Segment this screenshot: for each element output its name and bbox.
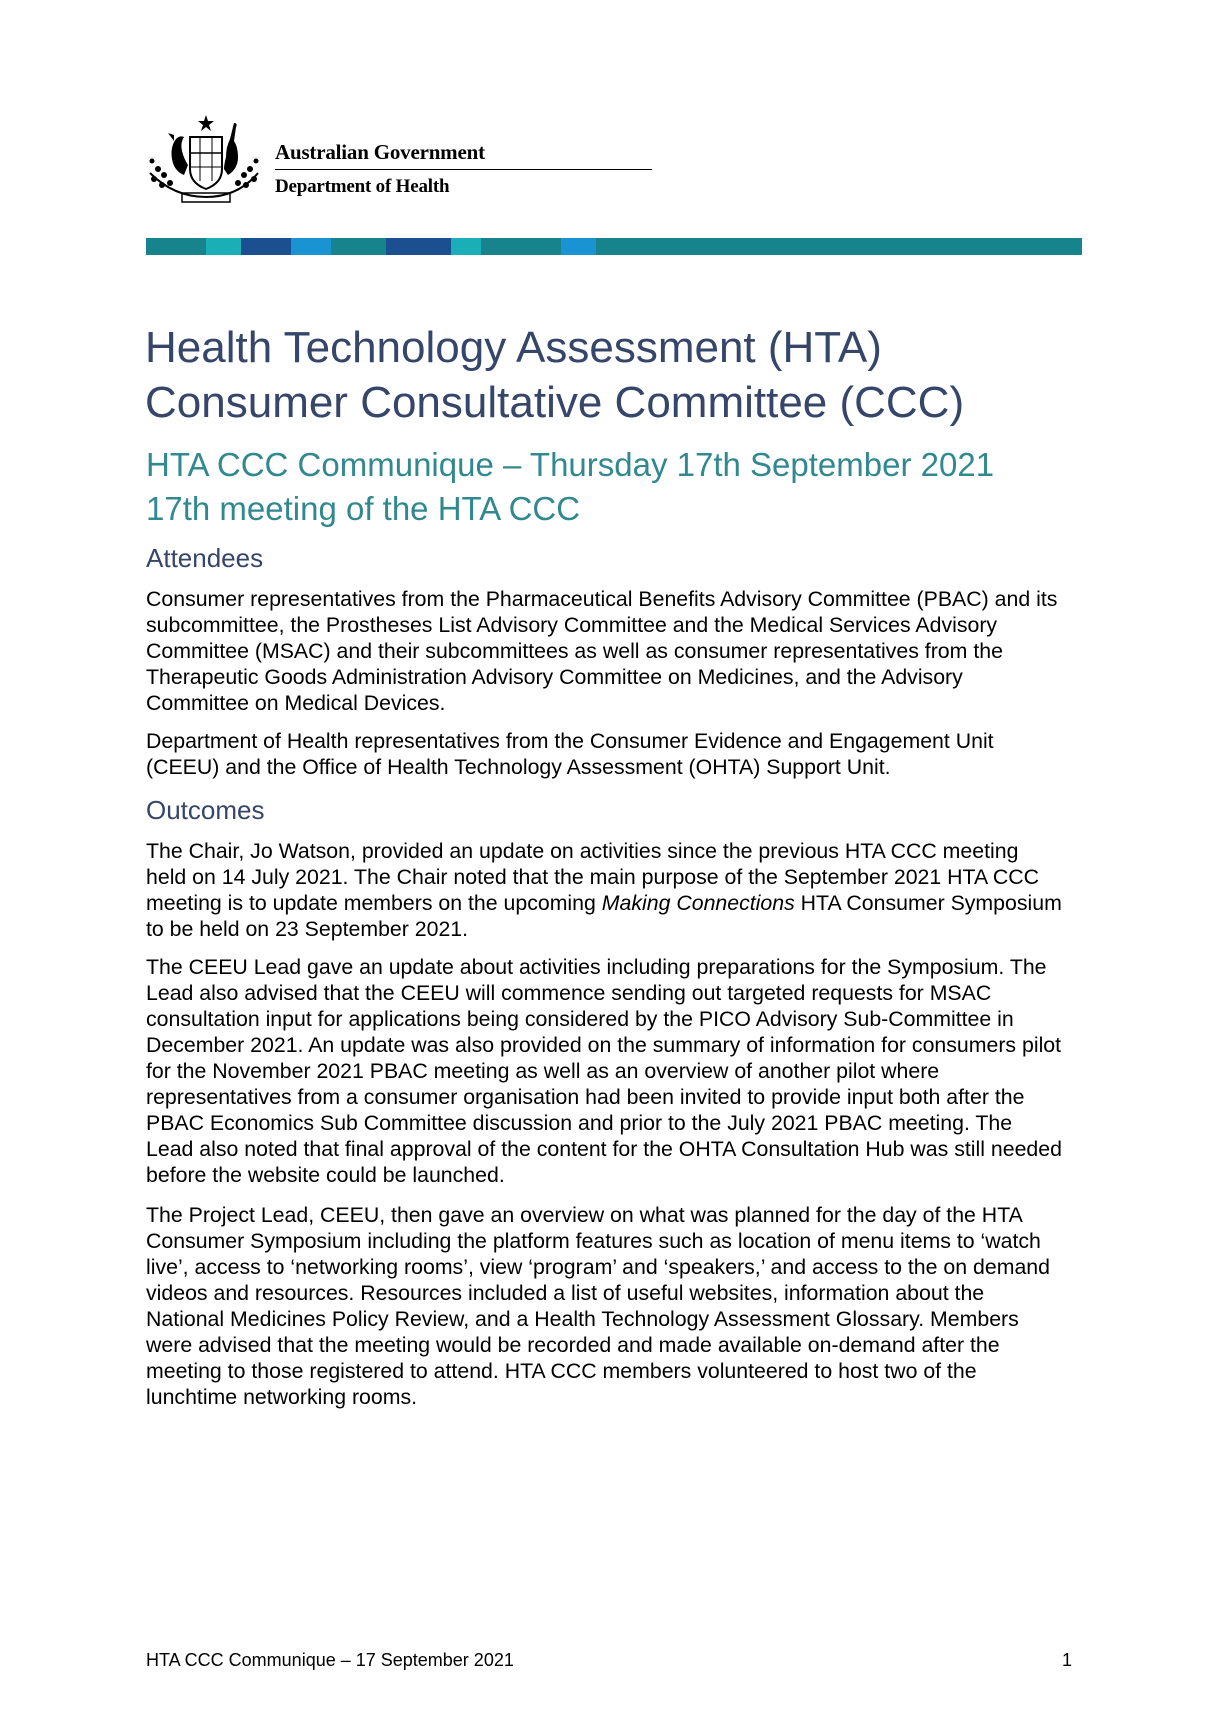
text-line	[146, 890, 1136, 916]
attendees-paragraph-1	[146, 586, 1136, 716]
text-line: Lead also noted that final approval of the content for the OHTA Consultation Hub was still needed	[146, 1137, 1062, 1161]
subtitle-line-1: HTA CCC Communique – Thursday 17th September 2021	[146, 446, 995, 483]
text-line: Committee on Medical Devices.	[146, 691, 446, 715]
band-segment	[331, 238, 386, 255]
band-segment	[386, 238, 451, 255]
text-line: Committee (MSAC) and their subcommittees as well as consumer representatives from the	[146, 639, 1003, 663]
text-line: meeting to those registered to attend. HTA CCC members volunteered to host two of the	[146, 1359, 977, 1383]
outcomes-paragraph-1	[146, 838, 1136, 942]
outcomes-paragraph-2	[146, 954, 1136, 1188]
title-line-2: Consumer Consultative Committee (CCC)	[145, 378, 965, 427]
text-line: The Chair, Jo Watson, provided an update on activities since the previous HTA CCC meeting	[146, 839, 1019, 863]
text-segment: meeting is to update members on the upcoming	[146, 891, 602, 915]
band-segment	[481, 238, 561, 255]
text-line: before the website could be launched.	[146, 1163, 505, 1187]
attendees-heading: Attendees	[146, 543, 264, 573]
text-line: Lead also advised that the CEEU will commence sending out targeted requests for MSAC	[146, 981, 992, 1005]
footer-title: HTA CCC Communique – 17 September 2021	[146, 1650, 514, 1670]
title-line-1: Health Technology Assessment (HTA)	[145, 323, 882, 372]
logo-divider	[275, 169, 652, 170]
band-segment	[596, 238, 1082, 255]
page-number: 1	[1062, 1650, 1073, 1670]
band-segment	[241, 238, 291, 255]
text-line: live’, access to ‘networking rooms’, view ‘program’ and ‘speakers,’ and access to the on demand	[146, 1255, 1050, 1279]
text-line: The Project Lead, CEEU, then gave an overview on what was planned for the day of the HTA	[146, 1203, 1023, 1227]
text-line: (CEEU) and the Office of Health Technology Assessment (OHTA) Support Unit.	[146, 755, 891, 779]
text-line: Department of Health representatives from the Consumer Evidence and Engagement Unit	[146, 729, 994, 753]
text-line: held on 14 July 2021. The Chair noted that the main purpose of the September 2021 HTA CCC	[146, 865, 1040, 889]
text-line: subcommittee, the Prostheses List Advisory Committee and the Medical Services Advisory	[146, 613, 998, 637]
government-name: Australian Government	[275, 140, 485, 164]
text-line: Consumer representatives from the Pharmaceutical Benefits Advisory Committee (PBAC) and its	[146, 587, 1058, 611]
text-line: representatives from a consumer organisation had been invited to provide input both after the	[146, 1085, 1025, 1109]
text-line: Consumer Symposium including the platform features such as location of menu items to ‘watch	[146, 1229, 1041, 1253]
text-segment: HTA Consumer Symposium	[794, 891, 1062, 915]
text-line: The CEEU Lead gave an update about activities including preparations for the Symposium. The	[146, 955, 1047, 979]
text-line: were advised that the meeting would be recorded and made available on-demand after the	[146, 1333, 1000, 1357]
text-line: videos and resources. Resources included a list of useful websites, information about the	[146, 1281, 985, 1305]
band-segment	[146, 238, 206, 255]
text-line: National Medicines Policy Review, and a Health Technology Assessment Glossary. Members	[146, 1307, 1019, 1331]
band-segment	[451, 238, 481, 255]
header-colour-band	[146, 238, 1082, 255]
text-line: to be held on 23 September 2021.	[146, 917, 469, 941]
symposium-name: Making Connections	[601, 891, 795, 915]
band-segment	[291, 238, 331, 255]
coat-of-arms-icon	[144, 113, 264, 205]
outcomes-paragraph-3	[146, 1202, 1136, 1410]
band-segment	[561, 238, 596, 255]
page-subtitle	[146, 443, 994, 531]
text-line: lunchtime networking rooms.	[146, 1385, 418, 1409]
government-logo	[144, 113, 514, 205]
band-segment	[206, 238, 241, 255]
department-name: Department of Health	[275, 176, 450, 197]
text-line: for the November 2021 PBAC meeting as well as an overview of another pilot where	[146, 1059, 940, 1083]
text-line: PBAC Economics Sub Committee discussion and prior to the July 2021 PBAC meeting. The	[146, 1111, 1013, 1135]
text-line: December 2021. An update was also provided on the summary of information for consumers pilot	[146, 1033, 1062, 1057]
outcomes-heading: Outcomes	[146, 795, 265, 825]
text-line: consultation input for applications being considered by the PICO Advisory Sub-Committee in	[146, 1007, 1014, 1031]
subtitle-line-2: 17th meeting of the HTA CCC	[146, 490, 581, 527]
attendees-paragraph-2	[146, 728, 1136, 780]
text-line: Therapeutic Goods Administration Advisory Committee on Medicines, and the Advisory	[146, 665, 963, 689]
page-title	[145, 320, 964, 430]
